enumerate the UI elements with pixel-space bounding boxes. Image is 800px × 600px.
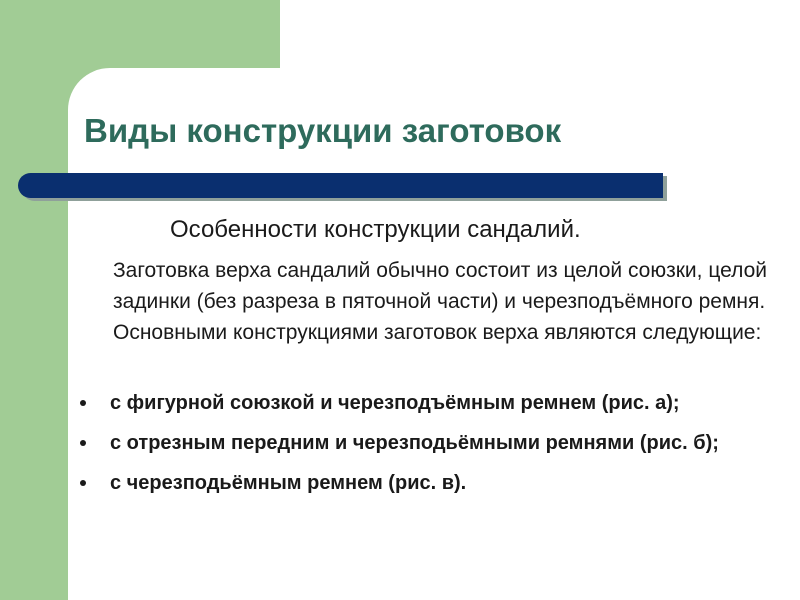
title-underline-bar: [18, 173, 667, 201]
bullet-list: [78, 388, 778, 508]
title-bar: [18, 173, 663, 198]
bullet-text: с фигурной союзкой и черезподъёмным ремнем (рис. а);: [110, 392, 680, 414]
bullet-item: [78, 428, 778, 459]
bullet-text: с черезподьёмным ремнем (рис. в).: [110, 472, 467, 494]
bullet-dot-icon: [80, 400, 86, 406]
intro-paragraph: Заготовка верха сандалий обычно состоит из целой союзки, целой задинки (без разреза в пяточной части) и черезподъёмного ремня. Основными конструкциями заготовок верха являются следующие:: [113, 259, 768, 344]
bullet-item: [78, 468, 778, 499]
bullet-dot-icon: [80, 480, 86, 486]
bullet-item: [78, 388, 778, 419]
bullet-dot-icon: [80, 440, 86, 446]
slide-title: Виды конструкции заготовок: [84, 112, 562, 149]
slide-subtitle: Особенности конструкции сандалий.: [170, 216, 581, 243]
bullet-text: с отрезным передним и черезподьёмными ремнями (рис. б);: [110, 432, 719, 454]
